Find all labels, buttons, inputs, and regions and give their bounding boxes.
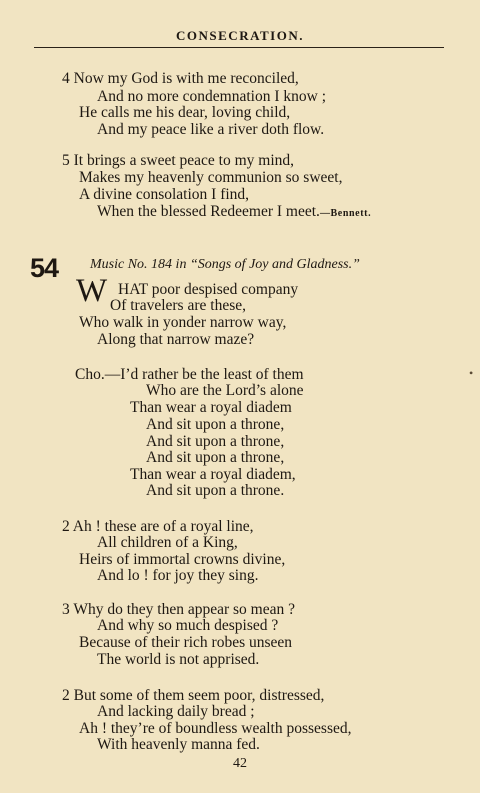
verse-text: When the blessed Redeemer I meet. <box>97 203 320 220</box>
verse-line: And my peace like a river doth flow. <box>97 121 325 138</box>
drop-cap: W <box>76 273 106 309</box>
verse-line: And no more condemnation I know ; <box>97 88 327 105</box>
verse-line: Makes my heavenly communion so sweet, <box>79 169 343 186</box>
verse-line: Who walk in yonder narrow way, <box>79 314 287 331</box>
verse-line: Heirs of immortal crowns divine, <box>79 551 286 568</box>
page-header: CONSECRATION. <box>176 28 304 43</box>
chorus-line: Who are the Lord’s alone <box>146 382 304 399</box>
verse-line: Ah ! they’re of boundless wealth possessed, <box>79 720 352 737</box>
author-attribution: —Bennett. <box>319 208 372 219</box>
verse-line: 3 Why do they then appear so mean ? <box>62 601 295 618</box>
verse-line: 2 Ah ! these are of a royal line, <box>62 518 254 535</box>
chorus-line: And sit upon a throne. <box>146 482 285 499</box>
header-rule <box>34 47 444 48</box>
page-number: 42 <box>233 756 247 771</box>
verse-line: And why so much despised ? <box>97 617 279 634</box>
verse-line: He calls me his dear, loving child, <box>79 104 291 121</box>
verse-line: And lacking daily bread ; <box>97 703 255 720</box>
verse-line: A divine consolation I find, <box>79 186 250 203</box>
verse-line: 4 Now my God is with me reconciled, <box>62 70 299 87</box>
verse-line <box>97 203 371 223</box>
verse-line: With heavenly manna fed. <box>97 736 260 753</box>
chorus-line: Than wear a royal diadem <box>130 399 292 416</box>
chorus-line: And sit upon a throne, <box>146 449 285 466</box>
margin-mark: • <box>469 366 474 380</box>
verse-line: Along that narrow maze? <box>97 331 255 348</box>
chorus-line: And sit upon a throne, <box>146 433 285 450</box>
verse-line: Of travelers are these, <box>110 297 246 314</box>
verse-line: 5 It brings a sweet peace to my mind, <box>62 152 295 169</box>
hymn-number: 54 <box>30 253 59 283</box>
verse-line: 2 But some of them seem poor, distressed, <box>62 687 325 704</box>
verse-line: And lo ! for joy they sing. <box>97 567 259 584</box>
verse-line: All children of a King, <box>97 534 238 551</box>
verse-line: The world is not apprised. <box>97 651 260 668</box>
verse-line: HAT poor despised company <box>118 281 299 298</box>
chorus-line: And sit upon a throne, <box>146 416 285 433</box>
chorus-line: Cho.—I’d rather be the least of them <box>75 366 304 383</box>
music-reference: Music No. 184 in “Songs of Joy and Gladness.” <box>90 257 360 272</box>
verse-line: Because of their rich robes unseen <box>79 634 293 651</box>
chorus-line: Than wear a royal diadem, <box>130 466 296 483</box>
